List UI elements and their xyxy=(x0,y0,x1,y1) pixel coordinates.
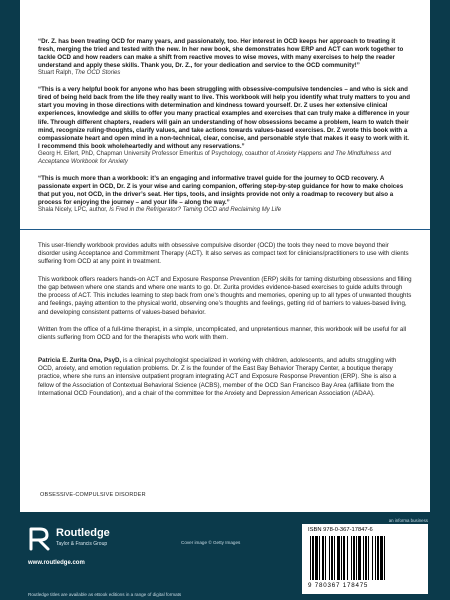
publisher-website: www.routledge.com xyxy=(28,560,85,566)
endorsement-text: “This is a very helpful book for anyone who has been struggling with obsessive-compulsive tendencies – and who is sick and tired of being held back from the life they really want to live. This workbook will help you identify what truly matters to you and start you moving in those directions with determination and kindness toward yourself. Dr. Z uses her extensive clinical experiences, knowledge and skills to offer you many practical examples and exercises that can truly make a difference in your life. Through different chapters, readers will gain an understanding of how obsessions became a problem, learn to watch their mind, recognize ruling-thoughts, clarify values, and take actions towards values-based exercises. Dr. Z wrote this book with a compassionate heart and open mind in a non-technical, clear, concise, and personable style that makes it easy to work with it. I recommend this book wholeheartedly and without any reservations.” xyxy=(38,86,410,150)
cover-image-credit: Cover image © Getty Images xyxy=(181,540,241,545)
section-divider xyxy=(20,229,430,230)
barcode-digits: 9 780367 178475 xyxy=(308,582,369,589)
ebook-note: Routledge titles are available as eBook editions in a range of digital formats xyxy=(28,592,182,597)
publisher-group: Taylor & Francis Group xyxy=(56,541,108,547)
publisher-logo xyxy=(28,526,178,556)
author-name: Patricia E. Zurita Ona, PsyD, xyxy=(38,356,122,364)
endorsement-text: “This is much more than a workbook: it’s an engaging and informative travel guide for the journey to OCD recovery. A passionate expert in OCD, Dr. Z is your wise and caring companion, offering step-by-step guidance for how to make choices that put you, not OCD, in the driver’s seat. Her tips, tools, and insights provide not only a roadmap to recovery but also a process for enjoying the journey – and your life – along the way.” xyxy=(38,174,404,206)
endorsement-2 xyxy=(38,86,412,166)
routledge-logo-icon xyxy=(28,526,52,552)
isbn-barcode-box xyxy=(302,524,428,594)
endorsement-attribution: Georg H. Eifert, PhD, Chapman University Professor Emeritus of Psychology, coauthor of Anxiety Happens and The Mindfulness and Acceptance Workbook for Anxiety xyxy=(38,150,392,165)
endorsement-attribution: Shala Nicely, LPC, author, Is Fred in the Refrigerator? Taming OCD and Reclaiming My Life xyxy=(38,206,282,213)
endorsement-attribution: Stuart Ralph, The OCD Stories xyxy=(38,70,121,77)
back-cover-text-panel xyxy=(20,0,430,512)
cover-footer xyxy=(0,512,450,600)
endorsement-1 xyxy=(38,38,412,78)
book-description xyxy=(20,242,430,398)
description-paragraph: This workbook offers readers hands-on ACT and Exposure Response Prevention (ERP) skills for taming disturbing obsessions and filling the gap between where one stands and where one wants to go. Dr. Zurita provides evidence-based exercises to guide adults through the process of ACT. This includes learning to step back from one’s thoughts and memories, opening up to all types of unwanted thoughts and feelings, paying attention to the physical world, observing one’s thoughts and feelings, getting rid of barriers to values-based living, and developing consistent patterns of values-based behavior. xyxy=(38,275,412,316)
description-paragraph: Written from the office of a full-time therapist, in a simple, uncomplicated, and unpretentious manner, this workbook will be useful for all clients suffering from OCD and for the therapists who work with them. xyxy=(38,326,407,342)
isbn-number: ISBN 978-0-367-17847-6 xyxy=(308,527,373,533)
publisher-name: Routledge xyxy=(56,527,110,539)
author-bio: Patricia E. Zurita Ona, PsyD, is a clinical psychologist specialized in working with children, adolescents, and adults struggling with OCD, anxiety, and emotion regulation problems. Dr. Z is the founder of the East Bay Behavior Therapy Center, a boutique therapy practice, where she runs an intensive outpatient program integrating ACT and Exposure Response Prevention (ERP). She is also a fellow of the Association of Contextual Behavioral Science (ACBS), member of the OCD San Francisco Bay Area (affiliate from the International OCD Foundation), and a chair of the committee for the Anxiety and Depression American Association (ADAA). xyxy=(38,356,397,397)
description-paragraph: This user-friendly workbook provides adults with obsessive compulsive disorder (OCD) the tools they need to move beyond their disorder using Acceptance and Commitment Therapy (ACT). It also serves as compact text for clinicians/practitioners to use with clients suffering from OCD at any point in treatment. xyxy=(38,241,409,266)
subject-category: OBSESSIVE-COMPULSIVE DISORDER xyxy=(40,492,146,498)
endorsements xyxy=(20,0,430,215)
endorsement-text: “Dr. Z. has been treating OCD for many years, and passionately, too. Her interest in OCD keeps her approach to treating it fresh, merging the tried and tested with the new. In her new book, she demonstrates how ERP and ACT can work together to tackle OCD and how readers can make a shift from reactive moves to wise moves, with many exercises to help the reader understand and apply these skills. Thank you, Dr. Z., for your dedication and service to the OCD community!” xyxy=(38,38,404,70)
barcode-icon xyxy=(308,536,422,582)
informa-tagline: an informa business xyxy=(388,518,428,523)
endorsement-3 xyxy=(38,175,412,215)
